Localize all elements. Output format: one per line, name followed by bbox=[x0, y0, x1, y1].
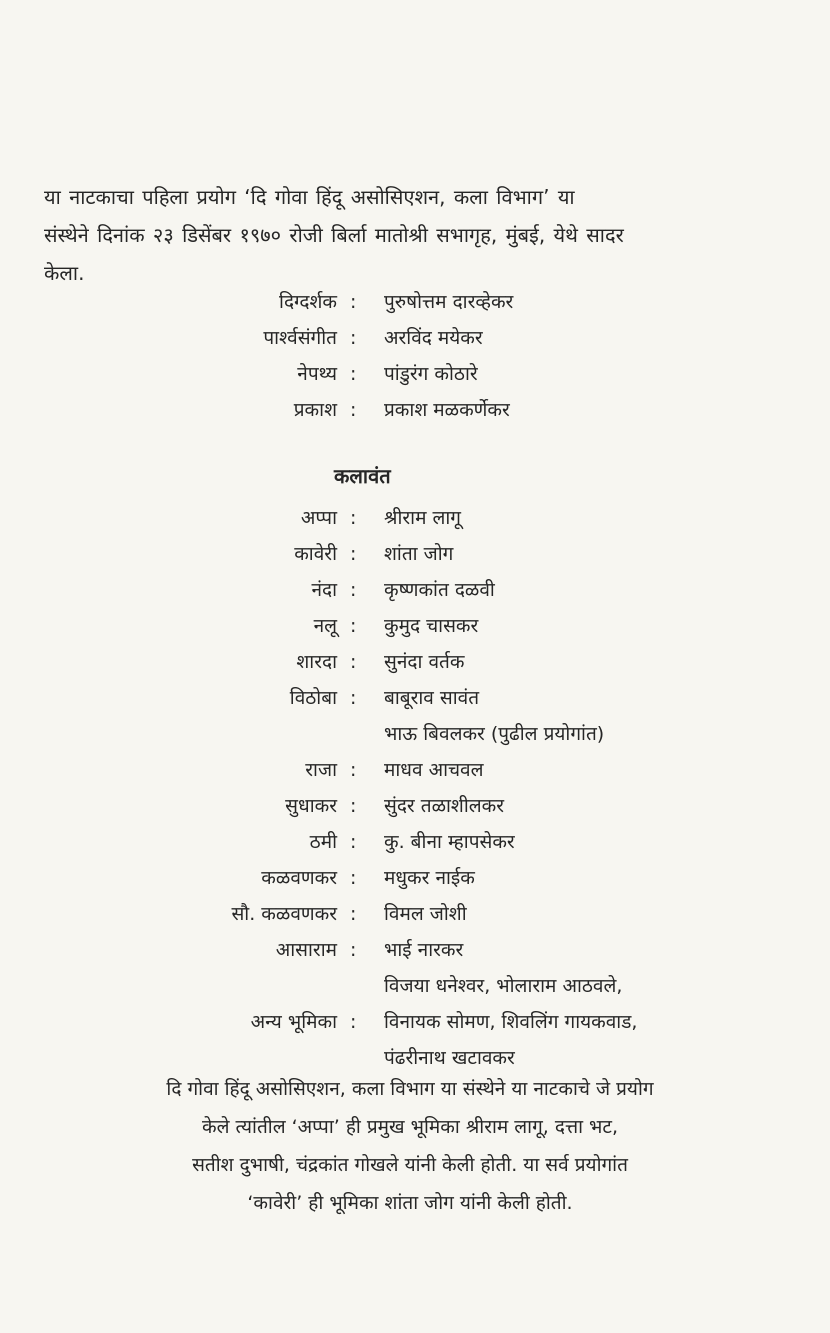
credit-name: पुरुषोत्तम दारव्हेकर bbox=[384, 291, 514, 313]
credit-row bbox=[0, 284, 830, 320]
cast-role: कावेरी bbox=[294, 543, 337, 565]
cast-row bbox=[0, 1004, 830, 1040]
cast-name: विमल जोशी bbox=[384, 903, 467, 925]
cast-row bbox=[0, 644, 830, 680]
cast-heading-text: कलावंत bbox=[334, 464, 391, 488]
footer-paragraph bbox=[40, 1070, 780, 1222]
cast-row bbox=[0, 860, 830, 896]
cast-name: श्रीराम लागू bbox=[384, 507, 461, 529]
credit-row bbox=[0, 356, 830, 392]
separator-colon: : bbox=[350, 903, 357, 925]
cast-name: विनायक सोमण, शिवलिंग गायकवाड, bbox=[384, 1011, 638, 1033]
cast-list bbox=[0, 500, 830, 1076]
footer-line: सतीश दुभाषी, चंद्रकांत गोखले यांनी केली होती. या सर्व प्रयोगांत bbox=[192, 1154, 628, 1176]
cast-row bbox=[0, 572, 830, 608]
separator-colon: : bbox=[350, 831, 357, 853]
cast-name: भाई नारकर bbox=[384, 939, 464, 961]
credit-role: प्रकाश bbox=[293, 399, 337, 421]
cast-name: कुमुद चासकर bbox=[384, 615, 479, 637]
cast-name: कृष्णकांत दळवी bbox=[384, 579, 495, 601]
intro-paragraph bbox=[44, 178, 764, 292]
separator-colon: : bbox=[350, 327, 357, 349]
intro-line: या नाटकाचा पहिला प्रयोग ‘दि गोवा हिंदू असोसिएशन, कला विभाग’ या bbox=[44, 185, 575, 209]
separator-colon: : bbox=[350, 291, 357, 313]
cast-role: अप्पा bbox=[300, 507, 337, 529]
separator-colon: : bbox=[350, 507, 357, 529]
separator-colon: : bbox=[350, 687, 357, 709]
production-credits bbox=[0, 284, 830, 428]
credit-name: अरविंद मयेकर bbox=[384, 327, 483, 349]
cast-role: सौ. कळवणकर bbox=[231, 903, 337, 925]
separator-colon: : bbox=[350, 759, 357, 781]
credit-role: दिग्दर्शक bbox=[279, 291, 337, 313]
credit-row bbox=[0, 392, 830, 428]
cast-role: कळवणकर bbox=[261, 867, 337, 889]
separator-colon: : bbox=[350, 543, 357, 565]
cast-role: नलू bbox=[313, 615, 337, 637]
cast-role: शारदा bbox=[296, 651, 337, 673]
cast-name: विजया धनेश्वर, भोलाराम आठवले, bbox=[384, 975, 623, 997]
cast-role: आसाराम bbox=[275, 939, 337, 961]
cast-row bbox=[0, 716, 830, 752]
cast-role: राजा bbox=[305, 759, 337, 781]
cast-name: मधुकर नाईक bbox=[384, 867, 475, 889]
cast-role: ठमी bbox=[309, 831, 337, 853]
separator-colon: : bbox=[350, 615, 357, 637]
cast-row bbox=[0, 608, 830, 644]
footer-line: केले त्यांतील ‘अप्पा’ ही प्रमुख भूमिका श्रीराम लागू, दत्ता भट, bbox=[201, 1116, 619, 1138]
cast-name: सुनंदा वर्तक bbox=[384, 651, 465, 673]
separator-colon: : bbox=[350, 399, 357, 421]
cast-name: शांता जोग bbox=[384, 543, 454, 565]
credit-row bbox=[0, 320, 830, 356]
credit-role: पार्श्वसंगीत bbox=[263, 327, 337, 349]
cast-row bbox=[0, 824, 830, 860]
separator-colon: : bbox=[350, 795, 357, 817]
cast-name: माधव आचवल bbox=[384, 759, 484, 781]
cast-row bbox=[0, 680, 830, 716]
footer-line: दि गोवा हिंदू असोसिएशन, कला विभाग या संस्थेने या नाटकाचे जे प्रयोग bbox=[166, 1078, 654, 1100]
separator-colon: : bbox=[350, 939, 357, 961]
cast-role: सुधाकर bbox=[285, 795, 337, 817]
cast-row bbox=[0, 788, 830, 824]
separator-colon: : bbox=[350, 651, 357, 673]
cast-role: नंदा bbox=[311, 579, 337, 601]
cast-row bbox=[0, 752, 830, 788]
cast-name: भाऊ बिवलकर (पुढील प्रयोगांत) bbox=[384, 723, 605, 745]
cast-row bbox=[0, 536, 830, 572]
cast-name: कु. बीना म्हापसेकर bbox=[384, 831, 515, 853]
cast-row bbox=[0, 932, 830, 968]
cast-name: सुंदर तळाशीलकर bbox=[384, 795, 505, 817]
separator-colon: : bbox=[350, 1011, 357, 1033]
intro-line: केला. bbox=[44, 261, 85, 285]
cast-role: अन्य भूमिका bbox=[250, 1011, 337, 1033]
cast-row bbox=[0, 500, 830, 536]
intro-line: संस्थेने दिनांक २३ डिसेंबर १९७० रोजी बिर्ला मातोश्री सभागृह, मुंबई, येथे सादर bbox=[44, 223, 624, 247]
footer-line: ‘कावेरी’ ही भूमिका शांता जोग यांनी केली होती. bbox=[247, 1192, 573, 1214]
separator-colon: : bbox=[350, 363, 357, 385]
cast-row bbox=[0, 896, 830, 932]
separator-colon: : bbox=[350, 579, 357, 601]
cast-role: विठोबा bbox=[289, 687, 337, 709]
separator-colon: : bbox=[350, 867, 357, 889]
cast-name: पंढरीनाथ खटावकर bbox=[384, 1047, 515, 1069]
credit-name: प्रकाश मळकर्णेकर bbox=[384, 399, 510, 421]
credit-name: पांडुरंग कोठारे bbox=[384, 363, 478, 385]
cast-row bbox=[0, 968, 830, 1004]
cast-name: बाबूराव सावंत bbox=[384, 687, 480, 709]
credit-role: नेपथ्य bbox=[297, 363, 337, 385]
